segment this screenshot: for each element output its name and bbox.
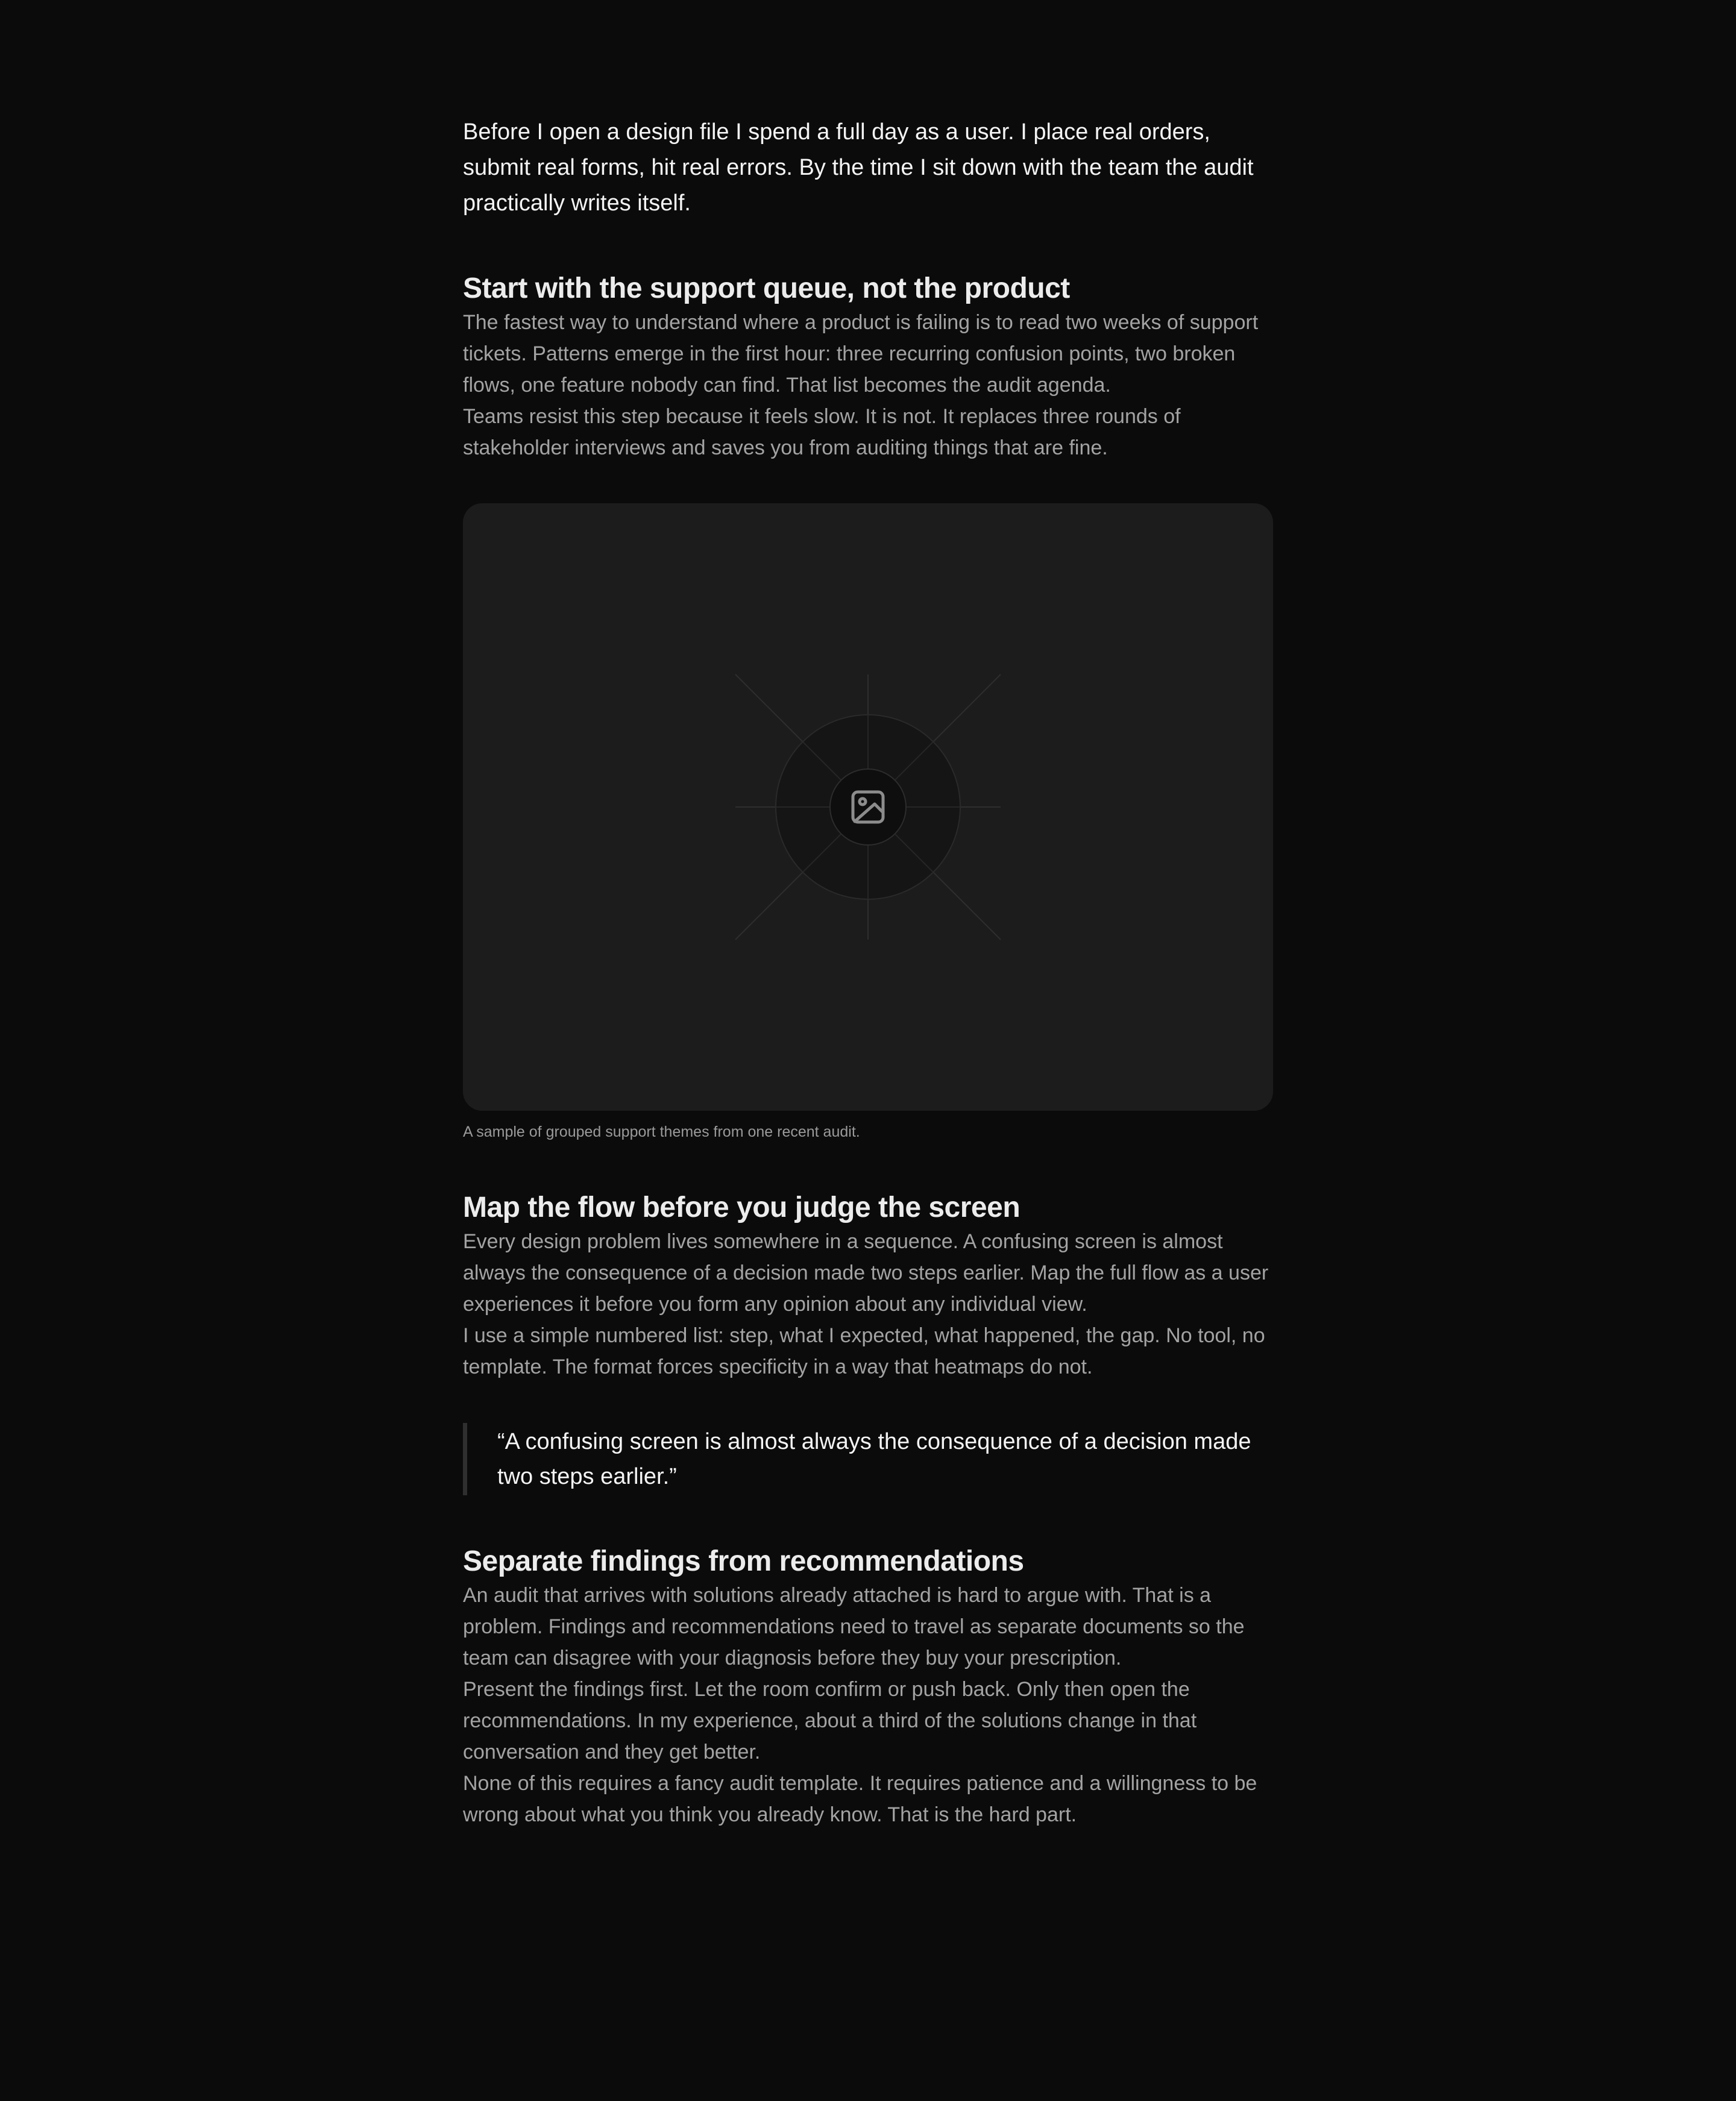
body-paragraph: Teams resist this step because it feels slow. It is not. It replaces three rounds of stakeholder interviews and saves you from auditing things that are fine. [463, 405, 1181, 459]
section-heading-support-queue: Start with the support queue, not the product [463, 272, 1070, 304]
closing-paragraph: None of this requires a fancy audit template. It requires patience and a willingness to be wrong about what you think you already know. That is the hard part. [463, 1772, 1257, 1826]
body-paragraph: Every design problem lives somewhere in a sequence. A confusing screen is almost always the consequence of a decision made two steps earlier. Map the full flow as a user experiences it before you form any opinion about any individual view. [463, 1230, 1269, 1316]
pull-quote-text: “A confusing screen is almost always the consequence of a decision made two steps earlier.” [497, 1429, 1251, 1489]
article [463, 115, 1273, 1830]
body-paragraph: I use a simple numbered list: step, what I expected, what happened, the gap. No tool, no template. The format forces specificity in a way that heatmaps do not. [463, 1324, 1265, 1378]
body-paragraph: The fastest way to understand where a product is failing is to read two weeks of support tickets. Patterns emerge in the first hour: three recurring confusion points, two broken flows, one feature nobody can find. That list becomes the audit agenda. [463, 311, 1259, 397]
body-paragraph: Present the findings first. Let the room confirm or push back. Only then open the recommendations. In my experience, about a third of the solutions change in that conversation and they get better. [463, 1678, 1197, 1763]
pull-quote [463, 1423, 1273, 1495]
body-paragraph: An audit that arrives with solutions already attached is hard to argue with. That is a problem. Findings and recommendations need to travel as separate documents so the team can disagree with your diagnosis before they buy your prescription. [463, 1584, 1245, 1669]
lead-paragraph: Before I open a design file I spend a full day as a user. I place real orders, submit real forms, hit real errors. By the time I sit down with the team the audit practically writes itself. [463, 119, 1254, 216]
placeholder-inner-circle [830, 769, 906, 845]
image-placeholder [463, 503, 1273, 1111]
section-heading-map-flow: Map the flow before you judge the screen [463, 1192, 1021, 1223]
image-placeholder-graphic [463, 503, 1273, 1111]
section-heading-separate-findings: Separate findings from recommendations [463, 1545, 1024, 1577]
figure-caption: A sample of grouped support themes from one recent audit. [463, 1123, 860, 1140]
